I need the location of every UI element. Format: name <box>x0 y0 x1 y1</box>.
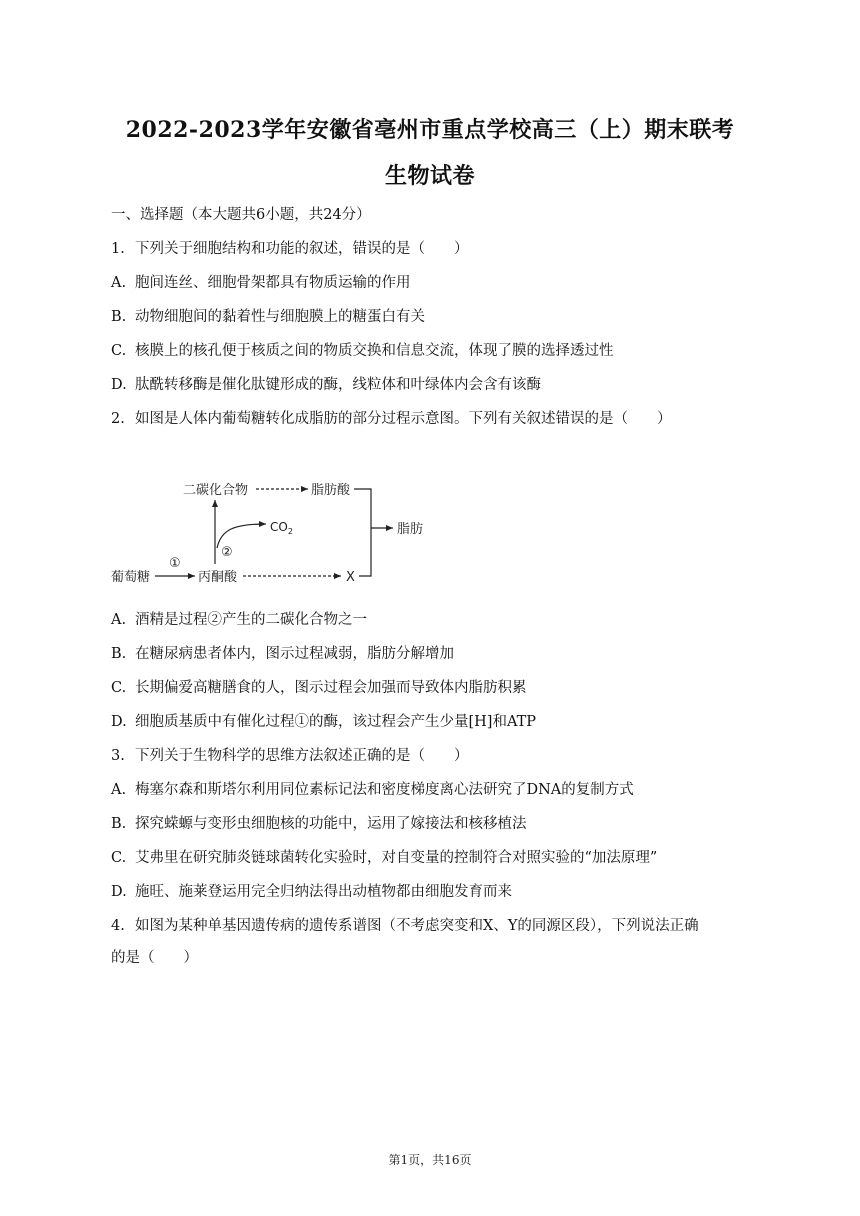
question-2-option-c <box>111 676 527 697</box>
question-number: 3. <box>111 748 125 764</box>
question-4-stem <box>111 914 699 935</box>
option-label: D. <box>111 884 127 900</box>
diagram-x-label: X <box>346 570 355 585</box>
option-label: C. <box>111 850 127 866</box>
question-3-option-d <box>111 880 512 901</box>
option-label: D. <box>111 714 127 730</box>
option-label: B. <box>111 646 127 662</box>
option-text: 在糖尿病患者体内，图示过程减弱，脂肪分解增加 <box>135 646 454 662</box>
question-3-option-c <box>111 846 657 867</box>
diagram-two-carbon-label: 二碳化合物 <box>183 483 249 498</box>
diagram-step2-label: ② <box>221 545 233 560</box>
diagram-co2-label: $CO_2$ <box>270 520 293 536</box>
question-2-option-a <box>111 608 367 629</box>
exam-title-line2: 生物试卷 <box>384 163 475 189</box>
option-label: A. <box>111 782 127 798</box>
question-3-option-b <box>111 812 527 833</box>
diagram-pyruvate-label: 丙酮酸 <box>198 570 238 585</box>
option-label: A. <box>111 275 127 291</box>
question-text: 下列关于细胞结构和功能的叙述，错误的是（ ） <box>135 241 469 257</box>
option-text: 核膜上的核孔便于核质之间的物质交换和信息交流，体现了膜的选择透过性 <box>135 343 614 359</box>
question-text: 如图为某种单基因遗传病的遗传系谱图（不考虑突变和X、Y的同源区段），下列说法正确 <box>135 918 699 934</box>
option-text: 长期偏爱高糖膳食的人，图示过程会加强而导致体内脂肪积累 <box>135 680 527 696</box>
page-footer: 第1页，共16页 <box>388 1153 472 1167</box>
option-text: 动物细胞间的黏着性与细胞膜上的糖蛋白有关 <box>135 309 425 325</box>
question-2-stem <box>111 407 672 428</box>
question-text: 如图是人体内葡萄糖转化成脂肪的部分过程示意图。下列有关叙述错误的是（ ） <box>135 411 672 427</box>
question-1-option-c <box>111 339 614 360</box>
question-1-stem <box>111 237 469 258</box>
option-text: 施旺、施莱登运用完全归纳法得出动植物都由细胞发育而来 <box>135 884 512 900</box>
section-heading: 一、选择题（本大题共6小题，共24分） <box>111 207 371 223</box>
option-label: C. <box>111 343 127 359</box>
question-number: 2. <box>111 411 125 427</box>
option-text: 梅塞尔森和斯塔尔利用同位素标记法和密度梯度离心法研究了DNA的复制方式 <box>135 782 634 798</box>
diagram-bracket <box>354 489 371 576</box>
question-4-stem-continued: 的是（ ） <box>111 950 198 966</box>
question-2-option-b <box>111 642 454 663</box>
question-3-option-a <box>111 778 634 799</box>
question-1-option-a <box>111 271 411 292</box>
diagram-step1-label: ① <box>169 556 181 571</box>
option-text: 肽酰转移酶是催化肽键形成的酶，线粒体和叶绿体内会含有该酶 <box>135 377 541 393</box>
diagram-fat-label: 脂肪 <box>397 522 424 537</box>
question-2-option-d <box>111 710 536 731</box>
question-number: 1. <box>111 241 125 257</box>
option-label: A. <box>111 612 127 628</box>
option-label: C. <box>111 680 127 696</box>
option-label: D. <box>111 377 127 393</box>
glucose-to-fat-diagram <box>111 470 451 595</box>
question-1-option-d <box>111 373 541 394</box>
diagram-fatty-acid-label: 脂肪酸 <box>311 483 351 498</box>
option-text: 胞间连丝、细胞骨架都具有物质运输的作用 <box>135 275 411 291</box>
option-text: 探究蝾螈与变形虫细胞核的功能中，运用了嫁接法和核移植法 <box>135 816 527 832</box>
diagram-glucose-label: 葡萄糖 <box>111 570 151 585</box>
option-label: B. <box>111 816 127 832</box>
option-text: 酒精是过程②产生的二碳化合物之一 <box>135 612 367 628</box>
question-3-stem <box>111 744 469 765</box>
exam-title-line1: 2022-2023学年安徽省亳州市重点学校高三（上）期末联考 <box>125 117 735 143</box>
option-label: B. <box>111 309 127 325</box>
option-text: 艾弗里在研究肺炎链球菌转化实验时，对自变量的控制符合对照实验的“加法原理” <box>135 850 658 866</box>
question-1-option-b <box>111 305 425 326</box>
option-text: 细胞质基质中有催化过程①的酶，该过程会产生少量[H]和ATP <box>135 714 537 730</box>
question-text: 下列关于生物科学的思维方法叙述正确的是（ ） <box>135 748 469 764</box>
question-number: 4. <box>111 918 125 934</box>
